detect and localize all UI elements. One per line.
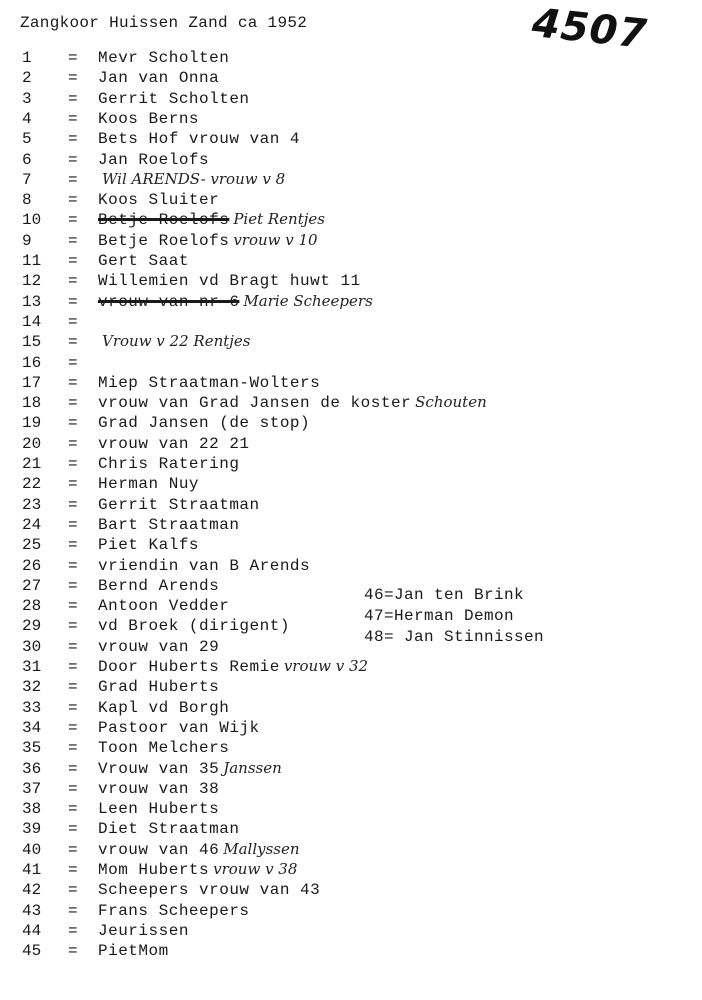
member-name: Toon Melchers: [98, 739, 230, 758]
member-name: Diet Straatman: [98, 820, 240, 839]
equals-sign: =: [68, 515, 78, 534]
struck-text: vrouw van nr 6: [98, 292, 240, 311]
member-name: Jeurissen: [98, 921, 189, 940]
member-number: 31: [22, 658, 42, 676]
equals-sign: =: [68, 89, 78, 108]
list-item: [22, 88, 254, 108]
list-item: [22, 372, 324, 392]
list-item: [22, 717, 264, 737]
list-item: [22, 169, 285, 189]
member-name: Door Huberts Remie: [98, 658, 280, 676]
side-list-item: 46=Jan ten Brink: [364, 586, 525, 604]
equals-sign: =: [68, 597, 78, 616]
equals-sign: =: [68, 658, 78, 676]
member-name: Scheepers vrouw van 43: [98, 881, 321, 900]
list-item: [22, 615, 294, 635]
member-name: Piet Kalfs: [98, 536, 200, 555]
member-name: Gerrit Straatman: [98, 495, 260, 514]
handwritten-note: vrouw v 32: [283, 657, 369, 675]
handwritten-note: Piet Rentjes: [233, 210, 325, 229]
member-number: 40: [22, 840, 42, 859]
list-item: [22, 412, 314, 432]
member-name: Koos Sluiter: [98, 191, 220, 210]
handwritten-note: Mallyssen: [223, 839, 300, 858]
equals-sign: =: [68, 394, 78, 413]
equals-sign: =: [68, 333, 78, 352]
member-name: vrouw van 29: [98, 637, 220, 656]
list-item: [22, 758, 282, 778]
list-item: [22, 230, 318, 250]
member-number: 8: [22, 191, 32, 210]
member-number: 27: [22, 576, 42, 595]
equals-sign: =: [68, 921, 78, 940]
member-number: 19: [22, 414, 42, 433]
member-number: 34: [22, 718, 42, 737]
member-number: 4: [22, 109, 32, 128]
member-name: Koos Berns: [98, 109, 200, 128]
list-item: [22, 433, 254, 453]
list-item: [22, 920, 193, 940]
member-name: Jan Roelofs: [98, 150, 210, 169]
list-item: [22, 839, 300, 859]
equals-sign: =: [68, 861, 78, 879]
member-name: Leen Huberts: [98, 800, 220, 819]
list-item: [22, 494, 264, 514]
equals-sign: =: [68, 49, 78, 67]
equals-sign: =: [68, 901, 78, 920]
member-number: 13: [22, 292, 42, 311]
list-item: [22, 189, 223, 209]
handwritten-note: vrouw v 10: [233, 230, 318, 249]
equals-sign: =: [68, 739, 78, 758]
member-name: Bernd Arends: [98, 576, 220, 595]
list-item: [22, 656, 368, 676]
member-name: Herman Nuy: [98, 475, 200, 494]
member-name: Gert Saat: [98, 252, 189, 270]
member-number: 38: [22, 800, 42, 819]
handwritten-note: Schouten: [415, 393, 487, 412]
equals-sign: =: [68, 455, 78, 473]
equals-sign: =: [68, 536, 78, 555]
equals-sign: =: [68, 881, 78, 900]
member-number: 36: [22, 759, 42, 778]
member-number: 44: [22, 921, 42, 940]
member-number: 32: [22, 678, 42, 697]
handwritten-note: vrouw v 38: [213, 860, 298, 878]
member-name: vrouw van Grad Jansen de koster: [98, 394, 412, 413]
member-number: 11: [22, 252, 42, 270]
page-title: Zangkoor Huissen Zand ca 1952: [20, 14, 308, 32]
member-number: 12: [22, 272, 42, 291]
list-item: [22, 128, 304, 148]
list-item: [22, 67, 223, 87]
list-item: [22, 879, 324, 899]
member-number: 2: [22, 69, 32, 88]
member-name: Kapl vd Borgh: [98, 698, 230, 717]
member-number: 7: [22, 170, 32, 189]
member-name: Miep Straatman-Wolters: [98, 373, 321, 392]
member-name: Jan van Onna: [98, 69, 220, 88]
equals-sign: =: [68, 312, 78, 331]
equals-sign: =: [68, 292, 78, 311]
list-item: [22, 859, 297, 879]
member-name: vrouw van 22 21: [98, 434, 250, 453]
member-name: PietMom: [98, 942, 169, 961]
member-number: 29: [22, 617, 42, 636]
member-name: Gerrit Scholten: [98, 89, 250, 108]
equals-sign: =: [68, 576, 78, 595]
member-number: 18: [22, 394, 42, 413]
side-list-item: 48= Jan Stinnissen: [364, 628, 545, 646]
member-name: Antoon Vedder: [98, 597, 230, 616]
equals-sign: =: [68, 779, 78, 798]
member-number: 5: [22, 130, 32, 149]
list-item: [22, 331, 250, 351]
list-item: [22, 108, 203, 128]
equals-sign: =: [68, 718, 78, 737]
member-number: 16: [22, 353, 42, 372]
member-number: 14: [22, 312, 42, 331]
list-item: [22, 270, 365, 290]
member-number: 9: [22, 231, 32, 250]
member-number: 33: [22, 698, 42, 717]
list-item: [22, 676, 223, 696]
equals-sign: =: [68, 130, 78, 149]
member-name: Willemien vd Bragt huwt 11: [98, 272, 361, 291]
list-item: [22, 453, 243, 473]
equals-sign: =: [68, 637, 78, 656]
list-item: [22, 595, 233, 615]
member-name: vrouw van 46: [98, 840, 220, 859]
list-item: [22, 737, 233, 757]
list-item: [22, 352, 102, 372]
list-item: [22, 575, 223, 595]
equals-sign: =: [68, 231, 78, 250]
list-item: [22, 534, 203, 554]
equals-sign: =: [68, 191, 78, 210]
member-name: Chris Ratering: [98, 455, 240, 473]
member-name: vriendin van B Arends: [98, 556, 311, 575]
list-item: [22, 514, 243, 534]
handwritten-note: Marie Scheepers: [243, 291, 373, 310]
member-number: 43: [22, 901, 42, 920]
equals-sign: =: [68, 759, 78, 778]
equals-sign: =: [68, 495, 78, 514]
member-name: vrouw van 38: [98, 779, 220, 798]
equals-sign: =: [68, 840, 78, 859]
equals-sign: =: [68, 678, 78, 697]
struck-text: Betje Roelofs: [98, 211, 230, 230]
member-number: 1: [22, 49, 32, 67]
member-number: 45: [22, 942, 42, 961]
member-number: 17: [22, 373, 42, 392]
member-number: 24: [22, 515, 42, 534]
equals-sign: =: [68, 252, 78, 270]
list-item: [22, 940, 173, 960]
member-name: Grad Huberts: [98, 678, 220, 697]
member-number: 3: [22, 89, 32, 108]
member-number: 20: [22, 434, 42, 453]
member-number: 37: [22, 779, 42, 798]
list-item: [22, 900, 254, 920]
list-item: [22, 555, 314, 575]
equals-sign: =: [68, 69, 78, 88]
equals-sign: =: [68, 698, 78, 717]
list-item: [22, 636, 223, 656]
list-item: [22, 250, 193, 270]
member-number: 25: [22, 536, 42, 555]
list-item: [22, 697, 233, 717]
member-number: 30: [22, 637, 42, 656]
member-number: 39: [22, 820, 42, 839]
equals-sign: =: [68, 475, 78, 494]
member-number: 26: [22, 556, 42, 575]
equals-sign: =: [68, 942, 78, 961]
list-item: [22, 209, 325, 229]
handwritten-note: Wil ARENDS- vrouw v 8: [102, 169, 286, 188]
equals-sign: =: [68, 109, 78, 128]
handwritten-note: Janssen: [223, 758, 282, 777]
member-number: 10: [22, 211, 42, 230]
list-item: [22, 311, 102, 331]
side-list-item: 47=Herman Demon: [364, 607, 515, 625]
member-name: Vrouw van 35: [98, 759, 220, 778]
list-item: [22, 149, 213, 169]
list-item: [22, 818, 243, 838]
equals-sign: =: [68, 414, 78, 433]
equals-sign: =: [68, 353, 78, 372]
member-name: Frans Scheepers: [98, 901, 250, 920]
member-name: Mevr Scholten: [98, 49, 230, 67]
member-name: Bets Hof vrouw van 4: [98, 130, 301, 149]
member-number: 23: [22, 495, 42, 514]
list-item: [22, 291, 373, 311]
equals-sign: =: [68, 800, 78, 819]
member-number: 28: [22, 597, 42, 616]
member-name: Mom Huberts: [98, 861, 210, 879]
equals-sign: =: [68, 170, 78, 189]
member-number: 22: [22, 475, 42, 494]
list-item: [22, 473, 203, 493]
list-item: [22, 798, 223, 818]
member-number: 6: [22, 150, 32, 169]
catalog-number: 4507: [529, 0, 650, 58]
handwritten-note: Vrouw v 22 Rentjes: [102, 332, 251, 351]
member-name: vd Broek (dirigent): [98, 617, 290, 636]
member-number: 35: [22, 739, 42, 758]
equals-sign: =: [68, 150, 78, 169]
equals-sign: =: [68, 617, 78, 636]
member-name: Pastoor van Wijk: [98, 718, 260, 737]
equals-sign: =: [68, 434, 78, 453]
list-item: [22, 392, 487, 412]
equals-sign: =: [68, 373, 78, 392]
member-number: 42: [22, 881, 42, 900]
equals-sign: =: [68, 272, 78, 291]
member-number: 41: [22, 861, 42, 879]
equals-sign: =: [68, 556, 78, 575]
list-item: [22, 778, 223, 798]
equals-sign: =: [68, 820, 78, 839]
list-item: [22, 47, 233, 67]
member-name: Betje Roelofs: [98, 231, 230, 250]
member-number: 15: [22, 333, 42, 352]
member-name: Bart Straatman: [98, 515, 240, 534]
equals-sign: =: [68, 211, 78, 230]
member-name: Grad Jansen (de stop): [98, 414, 311, 433]
member-number: 21: [22, 455, 42, 473]
